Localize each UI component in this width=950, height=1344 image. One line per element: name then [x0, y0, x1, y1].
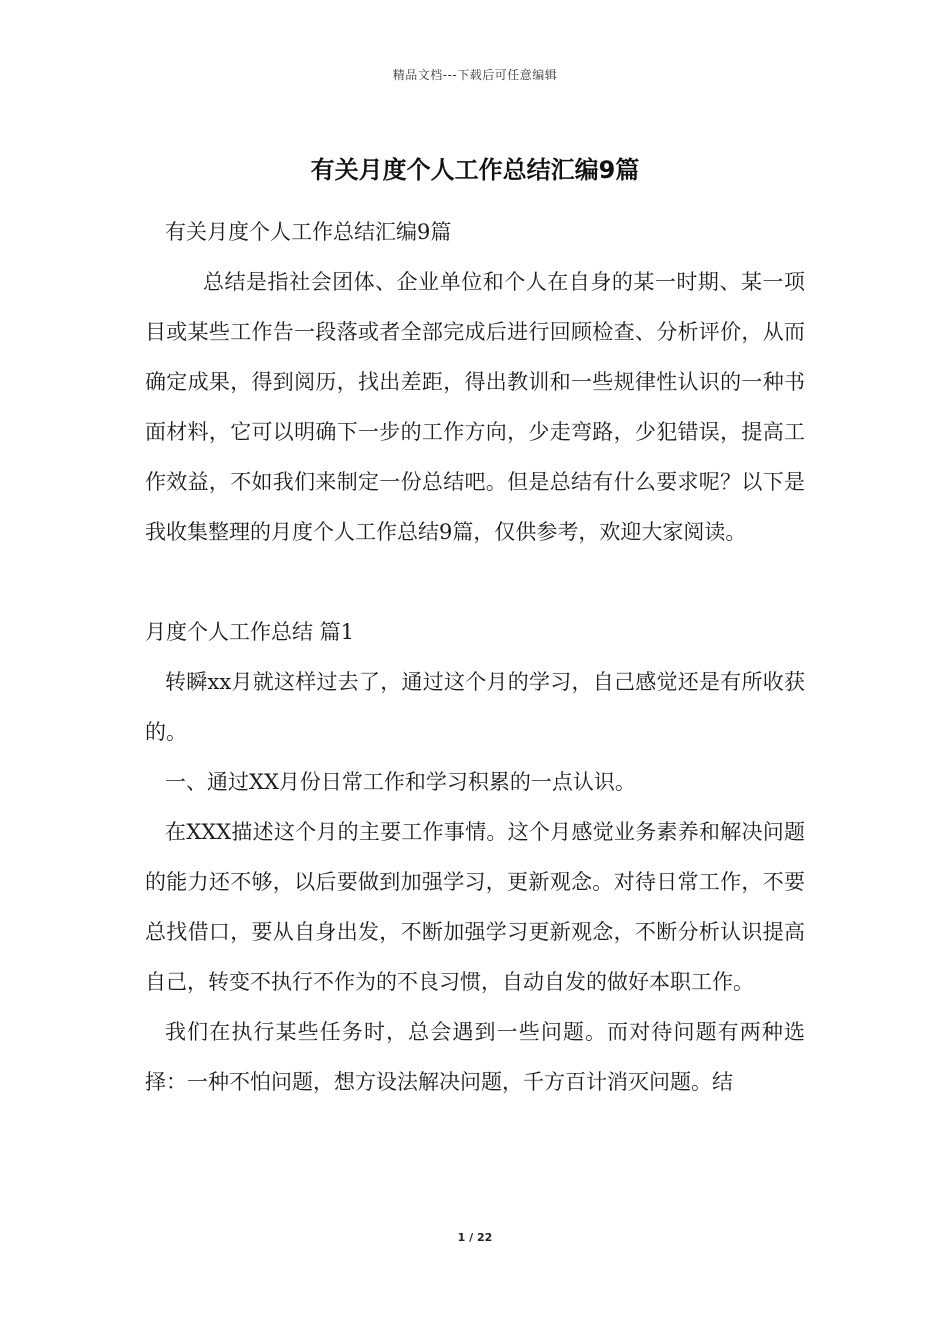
page-number: 1 / 22	[457, 1231, 493, 1244]
body-paragraph: 在XXX描述这个月的主要工作事情。这个月感觉业务素养和解决问题的能力还不够，以后要做到加强学习，更新观念。对待日常工作，不要总找借口，要从自身出发，不断加强学习更新观念，不断分析认识提高自己，转变不执行不作为的不良习惯，自动自发的做好本职工作。	[145, 820, 805, 994]
body-paragraph: 转瞬xx月就这样过去了，通过这个月的学习，自己感觉还是有所收获的。	[145, 670, 805, 744]
section-heading: 月度个人工作总结 篇1	[145, 620, 355, 644]
body-paragraph: 一、通过XX月份日常工作和学习积累的一点认识。	[165, 770, 636, 794]
page-header: 精品文档---下载后可任意编辑	[392, 68, 558, 82]
document-title: 有关月度个人工作总结汇编9篇	[310, 156, 640, 184]
document-body	[145, 207, 805, 1107]
intro-paragraph: 总结是指社会团体、企业单位和个人在自身的某一时期、某一项目或某些工作告一段落或者全部完成后进行回顾检查、分析评价，从而确定成果，得到阅历，找出差距，得出教训和一些规律性认识的一种书面材料，它可以明确下一步的工作方向，少走弯路，少犯错误，提高工作效益，不如我们来制定一份总结吧。但是总结有什么要求呢？以下是我收集整理的月度个人工作总结9篇，仅供参考，欢迎大家阅读。	[145, 270, 805, 544]
document-subtitle: 有关月度个人工作总结汇编9篇	[165, 220, 452, 244]
body-paragraph: 我们在执行某些任务时，总会遇到一些问题。而对待问题有两种选择：一种不怕问题，想方设法解决问题，千方百计消灭问题。结	[145, 1020, 805, 1094]
paragraph-spacer	[145, 557, 805, 607]
